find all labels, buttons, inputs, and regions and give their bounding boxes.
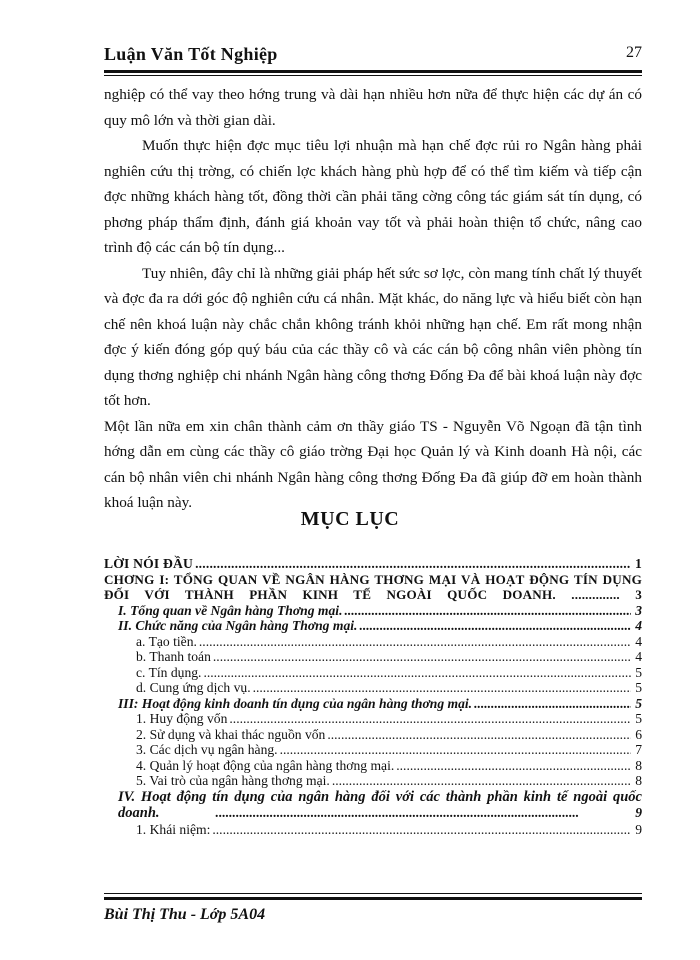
toc-leader xyxy=(327,727,631,743)
toc-entry-page: 9 xyxy=(635,821,642,837)
paragraph: Một lần nữa em xin chân thành cảm ơn thầy giáo TS - Nguyễn Võ Ngoạn đã tận tình hớng dẫn em cùng các thầy cô giáo trờng Đại học Quản lý và Kinh doanh Hà nội, các cán bộ nhân viên chi nhánh Ngân hàng công thơng Đống Đa đã giúp đỡ em hoàn thành khoá luận này. xyxy=(104,417,642,511)
toc-entry[interactable] xyxy=(104,618,642,634)
header-rule-thick xyxy=(104,70,642,73)
toc-entry-label: a. Tạo tiền. xyxy=(136,633,197,649)
toc-leader xyxy=(212,822,631,838)
toc-entry[interactable] xyxy=(104,634,642,650)
toc-entry[interactable] xyxy=(104,603,642,619)
toc-entry[interactable] xyxy=(104,742,642,758)
toc-entry-page: 5 xyxy=(635,680,642,695)
table-of-contents xyxy=(104,556,642,837)
toc-entry[interactable] xyxy=(104,773,642,789)
toc-leader xyxy=(199,634,631,650)
footer-rule-thin xyxy=(104,893,642,894)
toc-entry-label: LỜI NÓI ĐẦU xyxy=(104,556,194,571)
toc-title: MỤC LỤC xyxy=(300,508,400,530)
toc-entry-page: 4 xyxy=(635,633,642,649)
toc-leader xyxy=(332,773,631,789)
toc-entry[interactable] xyxy=(104,680,642,696)
toc-entry-page: 9 xyxy=(635,805,642,820)
toc-entry-label: I. Tổng quan về Ngân hàng Thơng mại. xyxy=(118,602,343,618)
toc-entry-page: 5 xyxy=(635,695,642,711)
toc-entry-page: 5 xyxy=(635,664,642,680)
toc-leader xyxy=(213,649,631,665)
toc-entry-label: c. Tín dụng. xyxy=(136,664,202,680)
header-rule-thin xyxy=(104,75,642,76)
toc-entry-page: 5 xyxy=(635,711,642,726)
toc-entry-page: 4 xyxy=(635,649,642,664)
toc-entry-page: 8 xyxy=(635,773,642,788)
paragraph: Tuy nhiên, đây chỉ là những giải pháp hết sức sơ lợc, còn mang tính chất lý thuyết và đợc đa ra dới góc độ nghiên cứu cá nhân. Mặt khác, do năng lực và hiểu biết còn hạn chế nên khoá luận này chắc chắn không tránh khỏi những hạn chế. Em rất mong nhận đợc ý kiến đóng góp quý báu của các thầy cô và các cán bộ công nhân viên phòng tín dụng thơng nghiệp chi nhánh Ngân hàng công thơng Đống Đa để bài khoá luận này đợc tốt hơn. xyxy=(104,264,642,409)
toc-entry-label: CHƠNG I: TỔNG QUAN VỀ NGÂN HÀNG THƠNG MẠI VÀ HOẠT ĐỘNG TÍN DỤNG ĐỐI VỚI THÀNH PHẦN KINH TẾ NGOÀI QUỐC DOANH. xyxy=(104,571,642,602)
toc-entry[interactable] xyxy=(104,556,642,572)
toc-entry[interactable] xyxy=(104,711,642,727)
toc-entry-label: d. Cung ứng dịch vụ. xyxy=(136,680,251,695)
toc-entry-label: b. Thanh toán xyxy=(136,649,211,664)
toc-entry-label: 3. Các dịch vụ ngân hàng. xyxy=(136,742,278,757)
toc-leader xyxy=(203,665,631,681)
paragraph: nghiệp có thể vay theo hớng trung và dài hạn nhiều hơn nữa để thực hiện các dự án có quy mô lớn và thời gian dài. xyxy=(104,86,642,129)
toc-entry[interactable] xyxy=(104,649,642,665)
toc-entry-page: 4 xyxy=(635,618,642,633)
toc-entry[interactable] xyxy=(104,789,642,822)
toc-entry-label: III: Hoạt động kinh doanh tín dụng của ngân hàng thơng mại. xyxy=(118,695,473,711)
body-text xyxy=(104,82,642,516)
toc-leader: .............. xyxy=(571,587,636,602)
header-title: Luận Văn Tốt Nghiệp xyxy=(104,44,278,64)
toc-entry-page: 3 xyxy=(635,587,642,602)
toc-entry-label: 1. Huy động vốn xyxy=(136,711,228,726)
toc-leader xyxy=(195,556,631,572)
toc-entry-label: 2. Sử dụng và khai thác nguồn vốn xyxy=(136,726,326,742)
toc-entry-page: 3 xyxy=(635,602,642,618)
toc-leader: ........................................................................................................... xyxy=(215,805,636,820)
toc-entry[interactable] xyxy=(104,696,642,712)
toc-leader xyxy=(280,742,632,758)
toc-entry[interactable] xyxy=(104,665,642,681)
toc-entry[interactable] xyxy=(104,758,642,774)
toc-entry-page: 7 xyxy=(635,742,642,757)
footer-text: Bùi Thị Thu - Lớp 5A04 xyxy=(104,906,266,923)
toc-entry-label: 4. Quản lý hoạt động của ngân hàng thơng mại. xyxy=(136,757,395,773)
toc-leader xyxy=(396,758,631,774)
toc-leader xyxy=(359,618,631,634)
page-number: 27 xyxy=(626,44,642,61)
toc-entry[interactable] xyxy=(104,727,642,743)
toc-entry-page: 1 xyxy=(635,556,642,571)
toc-leader xyxy=(229,711,631,727)
toc-entry-label: 1. Khái niệm: xyxy=(136,821,211,837)
toc-leader xyxy=(253,680,632,696)
toc-entry-label: IV. Hoạt động tín dụng của ngân hàng đối với các thành phần kinh tế ngoài quốc doanh. xyxy=(118,788,642,821)
toc-leader xyxy=(474,696,631,712)
footer-rule-thick xyxy=(104,897,642,900)
toc-entry-page: 8 xyxy=(635,757,642,773)
page-header xyxy=(104,44,642,72)
toc-entry[interactable] xyxy=(104,572,642,603)
toc-leader xyxy=(344,603,631,619)
toc-entry[interactable] xyxy=(104,822,642,838)
paragraph: Muốn thực hiện đợc mục tiêu lợi nhuận mà hạn chế đợc rủi ro Ngân hàng phải nghiên cứu thị trờng, có chiến lợc khách hàng phù hợp để có thể tìm kiếm và tiếp cận đợc những khách hàng tốt, đồng thời cần phải tăng cờng công tác giám sát tín dụng, có phơng pháp thẩm định, đánh giá khoản vay tốt và phải hoàn thiện tổ chức, nâng cao trình độ các cán bộ tín dụng... xyxy=(104,137,642,256)
toc-entry-label: II. Chức năng của Ngân hàng Thơng mại. xyxy=(118,618,358,633)
toc-entry-page: 6 xyxy=(635,726,642,742)
toc-entry-label: 5. Vai trò của ngân hàng thơng mại. xyxy=(136,773,330,788)
